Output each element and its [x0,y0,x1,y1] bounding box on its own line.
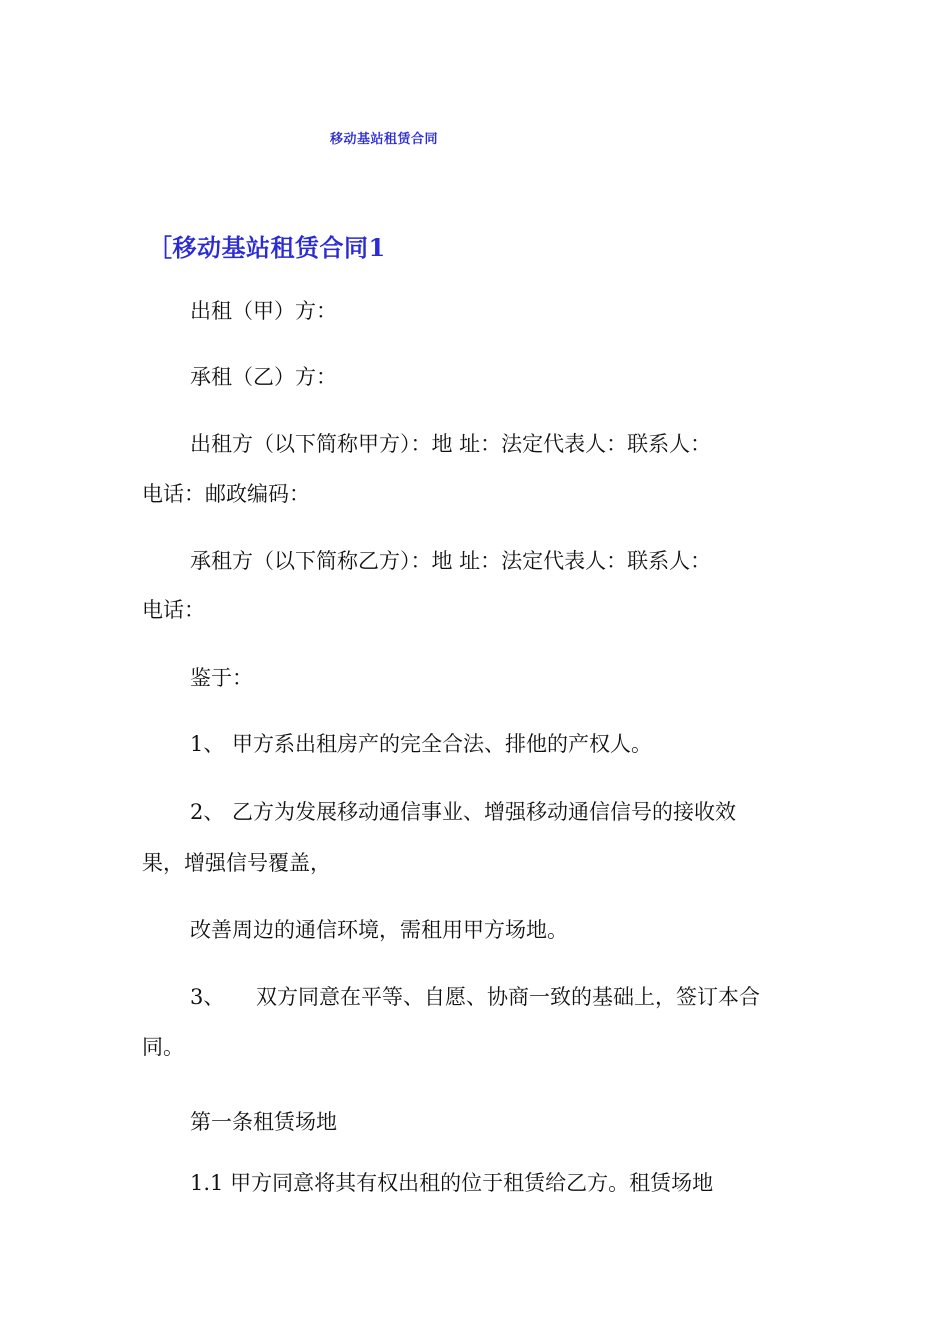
item-2-continuation-2: 改善周边的通信环境，需租用甲方场地。 [190,918,568,942]
item-3-number: 3、 [190,985,225,1009]
item-2 [190,787,736,838]
item-1-number: 1、 [190,732,225,756]
item-2-continuation: 果，增强信号覆盖， [142,851,331,875]
section-heading: ［移动基站租赁合同1 [148,233,386,262]
item-1 [190,719,652,770]
article-1-heading: 第一条租赁场地 [190,1110,337,1134]
item-3-text: 双方同意在平等、自愿、协商一致的基础上，签订本合 [256,985,760,1009]
header-title: 移动基站租赁合同 [330,132,439,147]
item-2-text: 乙方为发展移动通信事业、增强移动通信信号的接收效 [232,800,736,824]
item-2-number: 2、 [190,800,225,824]
lessor-info-line: 出租方（以下简称甲方）：地 址：法定代表人：联系人： [190,432,712,456]
item-3-continuation: 同。 [142,1035,184,1059]
item-1-text: 甲方系出租房产的完全合法、排他的产权人。 [232,732,652,756]
lessee-info-continuation: 电话： [142,598,205,622]
clause-1-1: 1.1 甲方同意将其有权出租的位于租赁给乙方。租赁场地 [190,1171,714,1195]
whereas-line: 鉴于： [190,666,253,690]
lessor-line: 出租（甲）方： [190,299,337,323]
lessee-info-line: 承租方（以下简称乙方）：地 址：法定代表人：联系人： [190,549,712,573]
lessee-line: 承租（乙）方： [190,365,337,389]
item-3 [190,972,760,1023]
lessor-info-continuation: 电话：邮政编码： [142,482,310,506]
